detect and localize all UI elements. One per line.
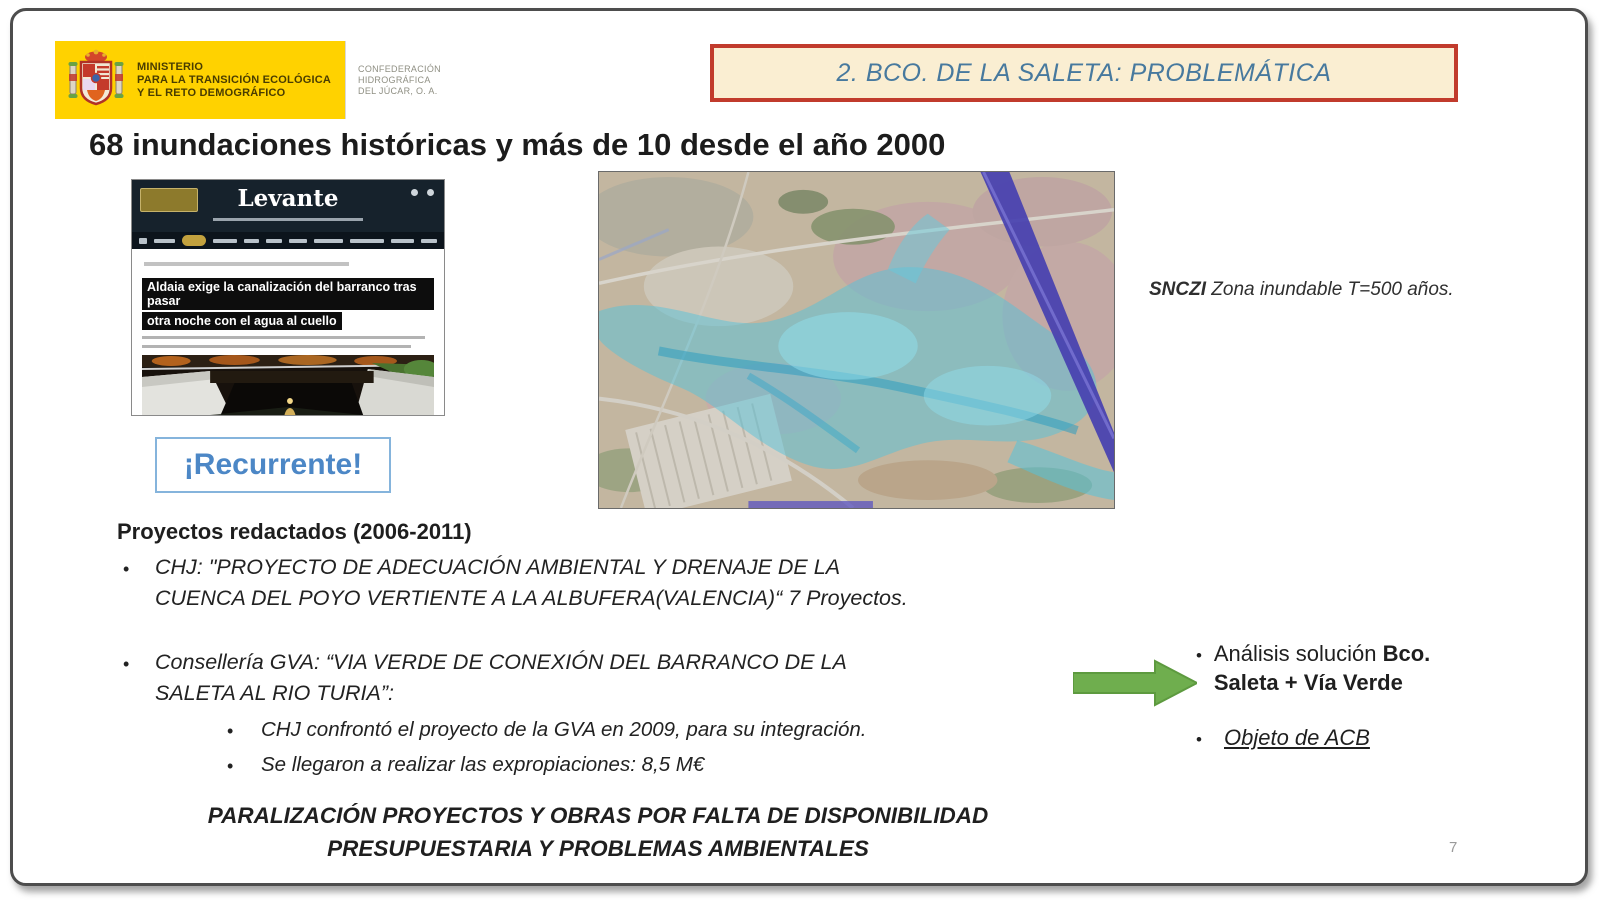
note-objeto-acb: [1196, 723, 1476, 754]
bullet-line: SALETA AL RIO TURIA”:: [155, 681, 394, 705]
note-text: [1214, 639, 1476, 697]
map-caption-prefix: SNCZI: [1149, 279, 1206, 300]
newspaper-navbar: [132, 232, 444, 249]
statement-line: PARALIZACIÓN PROYECTOS Y OBRAS POR FALTA DE DISPONIBILIDAD: [207, 803, 989, 828]
headline-line: Aldaia exige la canalización del barranco tras pasar: [142, 278, 434, 310]
note-text: Objeto de ACB: [1224, 725, 1370, 750]
newspaper-breadcrumb-bar: [144, 262, 349, 266]
satellite-map-image: [599, 172, 1114, 508]
nav-item: [266, 239, 282, 243]
search-icon: [411, 189, 418, 196]
flooded-channel-photo: [142, 355, 434, 416]
bullet-icon: •: [227, 756, 234, 776]
ministry-logo-block: [55, 41, 468, 119]
recurrente-callout: [155, 437, 391, 493]
slide-title-box: [710, 44, 1458, 102]
nav-item: [391, 239, 415, 243]
user-icon: [427, 189, 434, 196]
sub-bullet-expropiaciones: [227, 749, 1047, 782]
confederation-name: [358, 64, 468, 97]
ministry-line: PARA LA TRANSICIÓN ECOLÓGICA: [137, 73, 332, 86]
note-text-normal: Análisis solución: [1213, 641, 1383, 666]
newspaper-headline: [142, 278, 434, 330]
ministry-name: [137, 61, 331, 100]
newspaper-tagline-bar: [213, 218, 363, 221]
sub-bullet-chj-2009: [227, 714, 1047, 747]
projects-heading: Proyectos redactados (2006-2011): [117, 519, 472, 544]
ministry-line: Y EL RETO DEMOGRÁFICO: [137, 86, 286, 99]
menu-icon: [139, 238, 147, 244]
green-arrow-icon: [1073, 659, 1197, 707]
presentation-slide: [10, 8, 1588, 886]
map-caption-text: Zona inundable T=500 años.: [1206, 279, 1454, 300]
bullet-icon: •: [1196, 730, 1202, 749]
ministry-logo-yellow: [55, 41, 345, 119]
map-caption: [1149, 279, 1454, 301]
flood-zone-map: [598, 171, 1115, 509]
ministry-line: MINISTERIO: [137, 60, 204, 73]
newspaper-body: [132, 249, 444, 416]
spain-coat-of-arms-icon: [65, 48, 127, 112]
nav-item: [213, 239, 237, 243]
newspaper-clipping: [131, 179, 445, 416]
note-analisis-solucion: [1196, 639, 1476, 697]
confederation-line: DEL JÚCAR, O. A.: [358, 85, 438, 96]
headline-line: otra noche con el agua al cuello: [142, 312, 342, 330]
newspaper-header: [132, 180, 444, 232]
newspaper-subtext-bar: [142, 336, 425, 339]
bullet-icon: •: [227, 721, 234, 741]
nav-item: [154, 239, 176, 243]
confederation-block: [345, 41, 468, 119]
newspaper-subtext-bar: [142, 345, 411, 348]
page-number: 7: [1449, 839, 1458, 856]
bullet-line: Se llegaron a realizar las expropiaciones: 8,5 M€: [261, 753, 705, 776]
nav-item: [421, 239, 437, 243]
bullet-icon: •: [123, 559, 130, 579]
slide-title: 2. BCO. DE LA SALETA: PROBLEMÁTICA: [836, 58, 1332, 87]
nav-item: [289, 239, 307, 243]
statement-line: PRESUPUESTARIA Y PROBLEMAS AMBIENTALES: [327, 836, 869, 861]
confederation-line: CONFEDERACIÓN: [358, 63, 441, 74]
bullet-line: CHJ confrontó el proyecto de la GVA en 2009, para su integración.: [261, 718, 867, 741]
nav-item: [350, 239, 383, 243]
recurrente-label: ¡Recurrente!: [183, 448, 363, 481]
newspaper-masthead: Levante: [237, 185, 339, 212]
paralizacion-statement: [123, 799, 1073, 865]
bullet-icon: •: [1196, 646, 1202, 665]
bullet-line: Consellería GVA: “VIA VERDE DE CONEXIÓN DEL BARRANCO DE LA: [155, 650, 847, 674]
bullet-icon: •: [123, 654, 130, 674]
nav-item: [244, 239, 260, 243]
bullet-gva-project: [123, 647, 1023, 709]
note-text-bold: Bco. Saleta + Vía Verde: [1213, 641, 1431, 695]
nav-item-highlighted: [182, 235, 206, 246]
confederation-line: HIDROGRÁFICA: [358, 74, 431, 85]
bullet-line: CHJ: "PROYECTO DE ADECUACIÓN AMBIENTAL Y DRENAJE DE LA: [155, 555, 841, 579]
nav-item: [314, 239, 343, 243]
main-heading: 68 inundaciones históricas y más de 10 desde el año 2000: [89, 127, 946, 162]
bullet-chj-project: [123, 552, 1023, 614]
bullet-line: CUENCA DEL POYO VERTIENTE A LA ALBUFERA(VALENCIA)“ 7 Proyectos.: [155, 586, 908, 610]
